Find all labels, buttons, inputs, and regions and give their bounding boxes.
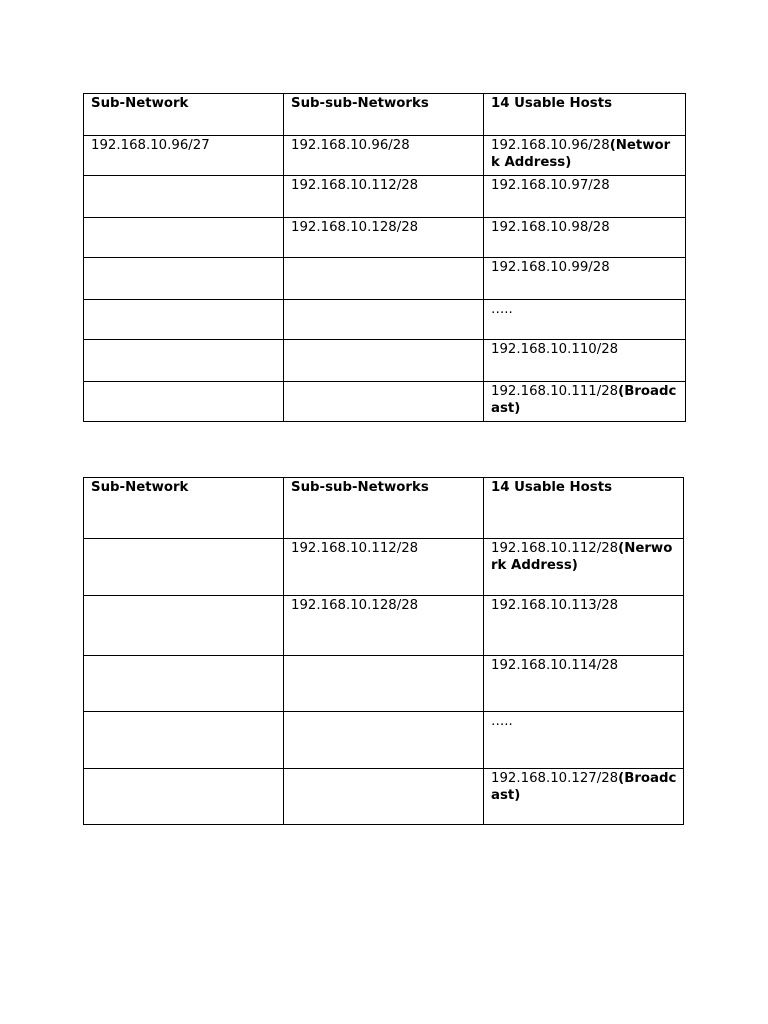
- cell-sub-sub-network: 192.168.10.112/28: [284, 539, 484, 596]
- cell-sub-sub-network: [284, 340, 484, 382]
- cell-host: [484, 712, 684, 769]
- table-row: [84, 712, 684, 769]
- cell-sub-sub-network: [284, 769, 484, 825]
- cell-sub-network: [84, 596, 284, 656]
- cell-sub-network: [84, 539, 284, 596]
- host-address: 192.168.10.114/28: [491, 658, 619, 673]
- host-note: (Broadcast): [491, 771, 677, 803]
- table-row: [84, 176, 686, 218]
- header-sub-network: Sub-Network: [84, 94, 284, 136]
- subnet-table-1: [83, 93, 686, 422]
- cell-sub-sub-network: [284, 382, 484, 422]
- host-address: 192.168.10.99/28: [491, 260, 610, 275]
- cell-sub-network: [84, 258, 284, 300]
- cell-sub-network: [84, 218, 284, 258]
- cell-sub-network: [84, 340, 284, 382]
- table-header-row: [84, 478, 684, 539]
- cell-sub-network: [84, 176, 284, 218]
- cell-host: [484, 136, 686, 176]
- host-note: (Nerwork Address): [491, 541, 673, 573]
- table-row: [84, 136, 686, 176]
- table-row: [84, 258, 686, 300]
- cell-host: [484, 258, 686, 300]
- host-address: 192.168.10.113/28: [491, 598, 619, 613]
- host-address: …..: [491, 302, 513, 317]
- host-address: 192.168.10.96/28: [491, 138, 610, 153]
- cell-sub-sub-network: 192.168.10.128/28: [284, 596, 484, 656]
- host-address: 192.168.10.111/28: [491, 384, 619, 399]
- cell-sub-sub-network: [284, 712, 484, 769]
- header-usable-hosts: 14 Usable Hosts: [484, 478, 684, 539]
- table-row: [84, 656, 684, 712]
- cell-sub-network: [84, 712, 284, 769]
- cell-sub-network: 192.168.10.96/27: [84, 136, 284, 176]
- cell-sub-sub-network: 192.168.10.128/28: [284, 218, 484, 258]
- cell-host: [484, 769, 684, 825]
- header-sub-network: Sub-Network: [84, 478, 284, 539]
- cell-host: [484, 382, 686, 422]
- host-address: 192.168.10.110/28: [491, 342, 619, 357]
- table-row: [84, 340, 686, 382]
- host-address: 192.168.10.112/28: [491, 541, 619, 556]
- header-sub-sub-networks: Sub-sub-Networks: [284, 94, 484, 136]
- table-header-row: [84, 94, 686, 136]
- cell-host: [484, 218, 686, 258]
- cell-sub-sub-network: 192.168.10.112/28: [284, 176, 484, 218]
- cell-host: [484, 176, 686, 218]
- table-row: [84, 300, 686, 340]
- table-row: [84, 382, 686, 422]
- host-address: …..: [491, 714, 513, 729]
- cell-host: [484, 596, 684, 656]
- table-row: [84, 769, 684, 825]
- subnet-table-2: [83, 477, 684, 825]
- cell-host: [484, 300, 686, 340]
- table-row: [84, 539, 684, 596]
- table-row: [84, 596, 684, 656]
- cell-sub-network: [84, 769, 284, 825]
- host-note: (Broadcast): [491, 384, 677, 416]
- cell-host: [484, 340, 686, 382]
- cell-sub-sub-network: [284, 656, 484, 712]
- host-address: 192.168.10.127/28: [491, 771, 619, 786]
- table-row: [84, 218, 686, 258]
- cell-sub-sub-network: 192.168.10.96/28: [284, 136, 484, 176]
- cell-sub-network: [84, 656, 284, 712]
- cell-sub-sub-network: [284, 258, 484, 300]
- header-sub-sub-networks: Sub-sub-Networks: [284, 478, 484, 539]
- host-address: 192.168.10.97/28: [491, 178, 610, 193]
- cell-sub-network: [84, 300, 284, 340]
- header-usable-hosts: 14 Usable Hosts: [484, 94, 686, 136]
- cell-host: [484, 656, 684, 712]
- cell-sub-network: [84, 382, 284, 422]
- cell-host: [484, 539, 684, 596]
- cell-sub-sub-network: [284, 300, 484, 340]
- host-address: 192.168.10.98/28: [491, 220, 610, 235]
- host-note: (Network Address): [491, 138, 671, 170]
